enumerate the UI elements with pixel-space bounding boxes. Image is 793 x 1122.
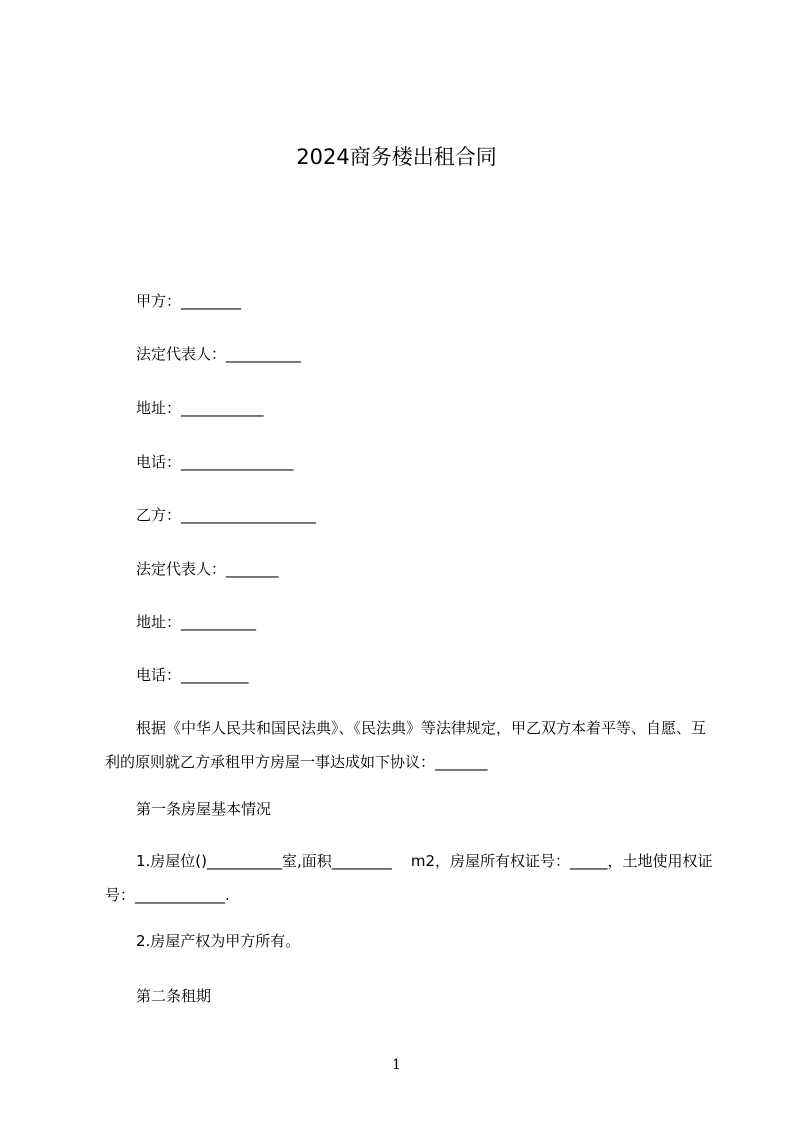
article-1-heading: 第一条房屋基本情况 xyxy=(136,800,272,818)
party-a-address: 地址：___________ xyxy=(136,399,264,417)
article-1-item-1 xyxy=(105,844,715,912)
article-1-item-2: 2.房屋产权为甲方所有。 xyxy=(136,932,301,950)
party-b-phone: 电话：_________ xyxy=(136,666,249,684)
preamble-paragraph xyxy=(105,711,715,779)
party-b-name: 乙方：__________________ xyxy=(136,506,317,524)
article-1-item-1-text: 1.房屋位()__________室,面积________ m2，房屋所有权证号：_____，土地使用权证号：____________. xyxy=(105,852,713,904)
preamble-text: 根据《中华人民共和国民法典》、《民法典》等法律规定，甲乙双方本着平等、自愿、互利的原则就乙方承租甲方房屋一事达成如下协议：_______ xyxy=(105,719,707,771)
party-b-address: 地址：__________ xyxy=(136,613,257,631)
party-a-name: 甲方：________ xyxy=(136,292,242,310)
party-a-phone: 电话：_______________ xyxy=(136,453,294,471)
contract-title: 2024商务楼出租合同 xyxy=(296,145,497,169)
article-2-heading: 第二条租期 xyxy=(136,987,212,1005)
page-number: 1 xyxy=(392,1057,401,1073)
party-b-legal-representative: 法定代表人：_______ xyxy=(136,560,279,578)
party-a-legal-representative: 法定代表人：__________ xyxy=(136,345,302,363)
